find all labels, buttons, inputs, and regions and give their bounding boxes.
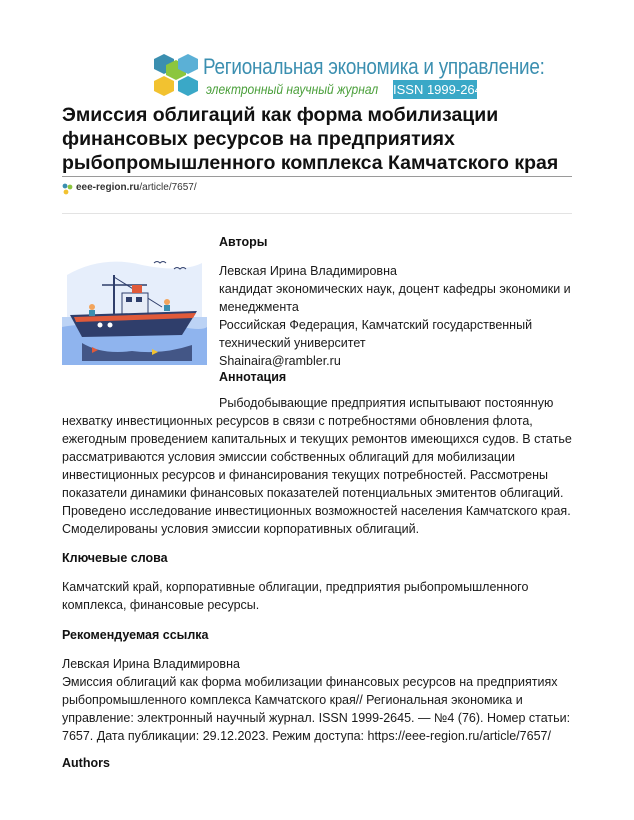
citation-author: Левская Ирина Владимировна	[62, 657, 240, 671]
abstract-text: Рыбодобывающие предприятия испытывают постоянную нехватку инвестиционных ресурсов в связи с потребностями обновления флота, ежегодным проведением капитальных и текущих ремонтов имеющихся судов. В статье рассматриваются условия эмиссии собственных облигаций для мобилизации инвестиционных ресурсов и финансирования текущих потребностей. Рассмотрены показатели динамики финансовых показателей потенциальных эмитентов облигаций. Проведено исследование инвестиционных возможностей населения Камчатского края. Смоделированы условия эмиссии корпоративных облигаций.	[62, 396, 572, 536]
keywords-heading: Ключевые слова	[62, 551, 168, 565]
keywords-text: Камчатский край, корпоративные облигации, предприятия рыбопромышленного комплекса, финансовые ресурсы.	[62, 580, 529, 612]
title-divider	[62, 176, 572, 177]
journal-title: Региональная экономика и управление:	[203, 54, 545, 79]
authors-heading: Авторы	[219, 235, 268, 249]
citation-text: Эмиссия облигаций как форма мобилизации финансовых ресурсов на предприятиях рыбопромышленного комплекса Камчатского края// Региональная экономика и управление: электронный научный журнал. ISSN 1999-2645. — №4 (76). Номер статьи: 7657. Дата публикации: 29.12.2023. Режим доступа: https://eee-region.ru/article/7657/	[62, 675, 571, 743]
abstract-heading: Аннотация	[219, 370, 287, 384]
author-degree: кандидат экономических наук, доцент кафедры экономики и менеджмента	[219, 282, 571, 314]
site-favicon-icon	[62, 183, 74, 195]
journal-subtitle: электронный научный журнал	[206, 81, 379, 97]
citation-block	[62, 655, 574, 745]
fishing-boat-illustration	[62, 255, 207, 365]
author-info	[219, 262, 579, 370]
author-name: Левская Ирина Владимировна	[219, 264, 397, 278]
article-title: Эмиссия облигаций как форма мобилизации финансовых ресурсов на предприятиях рыбопромышленного комплекса Камчатского края	[62, 104, 559, 174]
authors-en-heading: Authors	[62, 756, 110, 770]
journal-logo-icon	[154, 52, 206, 98]
url-domain: eee-region.ru	[76, 182, 140, 193]
section-divider	[62, 213, 572, 214]
citation-heading: Рекомендуемая ссылка	[62, 628, 209, 642]
issn-badge: ISSN 1999-2645	[393, 82, 490, 97]
article-url-link[interactable]	[76, 182, 197, 193]
url-path: /article/7657/	[139, 182, 197, 193]
author-email[interactable]: Shainaira@rambler.ru	[219, 354, 341, 368]
author-affiliation: Российская Федерация, Камчатский государственный технический университет	[219, 318, 533, 350]
